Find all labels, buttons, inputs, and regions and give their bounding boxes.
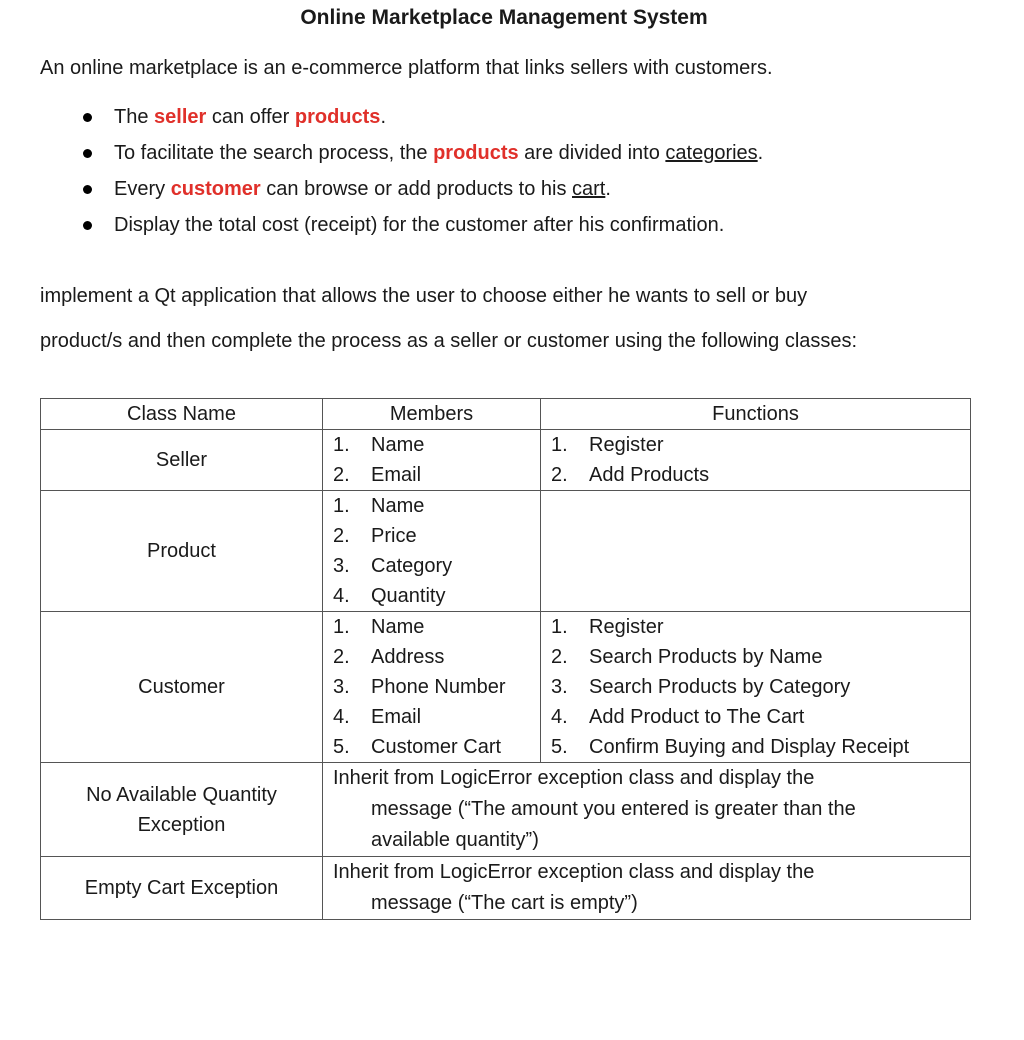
class-name-customer: Customer xyxy=(41,612,323,763)
item-number: 2. xyxy=(333,464,350,486)
item-number: 5. xyxy=(333,736,350,758)
text: Display the total cost (receipt) for the customer after his confirmation. xyxy=(114,214,725,236)
class-name-seller: Seller xyxy=(41,430,323,491)
bullet-item-customer xyxy=(40,175,763,211)
functions-cell xyxy=(541,612,971,763)
bullet-icon xyxy=(83,221,92,230)
requirements-list xyxy=(40,103,763,247)
description-line: available quantity”) xyxy=(371,829,539,851)
description-line: message (“The amount you entered is greater than the xyxy=(371,798,856,820)
page-title: Online Marketplace Management System xyxy=(300,6,708,29)
item-number: 1. xyxy=(333,495,350,517)
text: can browse or add products to his xyxy=(260,178,572,200)
header-members: Members xyxy=(323,399,541,430)
item-number: 4. xyxy=(333,585,350,607)
text: . xyxy=(605,178,611,200)
bullet-icon xyxy=(83,185,92,194)
item-number: 2. xyxy=(333,646,350,668)
text: The xyxy=(114,106,155,128)
item-number: 1. xyxy=(333,434,350,456)
item-text: Confirm Buying and Display Receipt xyxy=(589,736,910,758)
header-class-name: Class Name xyxy=(41,399,323,430)
table-row xyxy=(41,857,971,920)
instructions-line-2: product/s and then complete the process as a seller or customer using the following classes: xyxy=(40,330,858,352)
item-number: 2. xyxy=(333,525,350,547)
text: Every xyxy=(114,178,171,200)
text: . xyxy=(757,142,764,164)
list-item xyxy=(551,672,970,702)
bullet-item-seller xyxy=(40,103,763,139)
item-text: Price xyxy=(371,525,417,547)
item-text: Name xyxy=(371,616,425,638)
list-item xyxy=(333,702,540,732)
item-text: Customer Cart xyxy=(371,736,502,758)
intro-text: An online marketplace is an e-commerce platform that links sellers with customers. xyxy=(40,57,773,79)
list-item xyxy=(333,581,540,611)
item-number: 4. xyxy=(551,706,568,728)
list-item xyxy=(333,460,540,490)
item-text: Phone Number xyxy=(371,676,506,698)
text: can offer xyxy=(206,106,295,128)
highlight-products: products xyxy=(433,142,519,164)
item-text: Category xyxy=(371,555,453,577)
exception-description xyxy=(323,763,971,857)
item-number: 3. xyxy=(333,555,350,577)
list-item xyxy=(551,460,970,490)
highlight-products: products xyxy=(294,106,381,128)
text: . xyxy=(380,106,386,128)
item-number: 3. xyxy=(333,676,350,698)
underlined-cart: cart xyxy=(572,178,606,200)
item-text: Email xyxy=(371,464,422,486)
item-text: Add Products xyxy=(589,464,710,486)
bullet-icon xyxy=(83,149,92,158)
table-header-row xyxy=(41,399,971,430)
class-name-product: Product xyxy=(41,491,323,612)
list-item xyxy=(551,702,970,732)
instructions-line-1: implement a Qt application that allows the user to choose either he wants to sell or buy xyxy=(40,285,808,307)
highlight-seller: seller xyxy=(154,106,207,128)
item-text: Search Products by Category xyxy=(589,676,851,698)
description-line: Inherit from LogicError exception class and display the xyxy=(333,767,815,789)
item-text: Address xyxy=(371,646,445,668)
item-text: Name xyxy=(371,495,425,517)
item-text: Register xyxy=(589,434,664,456)
list-item xyxy=(333,672,540,702)
item-number: 2. xyxy=(551,646,568,668)
list-item xyxy=(551,612,970,642)
underlined-categories: categories xyxy=(665,142,758,164)
members-cell xyxy=(323,430,541,491)
members-cell xyxy=(323,612,541,763)
list-item xyxy=(333,430,540,460)
item-number: 5. xyxy=(551,736,568,758)
item-text: Name xyxy=(371,434,425,456)
item-number: 2. xyxy=(551,464,568,486)
item-text: Search Products by Name xyxy=(589,646,823,668)
description-line: Inherit from LogicError exception class and display the xyxy=(333,861,815,883)
table-row xyxy=(41,612,971,763)
item-number: 1. xyxy=(551,616,568,638)
list-item xyxy=(333,491,540,521)
item-text: Quantity xyxy=(371,585,446,607)
description-line: message (“The cart is empty”) xyxy=(371,892,638,914)
list-item xyxy=(333,732,540,762)
item-number: 1. xyxy=(333,616,350,638)
bullet-item-categories xyxy=(40,139,763,175)
table-row xyxy=(41,491,971,612)
text: To facilitate the search process, the xyxy=(114,142,434,164)
functions-cell xyxy=(541,430,971,491)
list-item xyxy=(551,732,970,762)
class-name-empty-cart-exception: Empty Cart Exception xyxy=(41,857,323,920)
bullet-item-receipt xyxy=(40,211,763,247)
item-text: Register xyxy=(589,616,664,638)
item-number: 4. xyxy=(333,706,350,728)
list-item xyxy=(551,430,970,460)
item-number: 1. xyxy=(551,434,568,456)
bullet-icon xyxy=(83,113,92,122)
list-item xyxy=(333,521,540,551)
list-item xyxy=(333,612,540,642)
highlight-customer: customer xyxy=(170,178,261,200)
list-item xyxy=(333,551,540,581)
members-cell xyxy=(323,491,541,612)
class-name-line: No Available Quantity xyxy=(86,783,277,806)
exception-description xyxy=(323,857,971,920)
table-row xyxy=(41,763,971,857)
class-name-no-available-quantity-exception xyxy=(41,763,323,857)
table-row xyxy=(41,430,971,491)
item-text: Email xyxy=(371,706,422,728)
item-number: 3. xyxy=(551,676,568,698)
class-name-line: Exception xyxy=(137,813,226,836)
header-functions: Functions xyxy=(541,399,971,430)
text: are divided into xyxy=(518,142,666,164)
list-item xyxy=(551,642,970,672)
functions-cell-empty xyxy=(541,491,971,612)
classes-table xyxy=(40,398,971,920)
list-item xyxy=(333,642,540,672)
item-text: Add Product to The Cart xyxy=(589,706,805,728)
